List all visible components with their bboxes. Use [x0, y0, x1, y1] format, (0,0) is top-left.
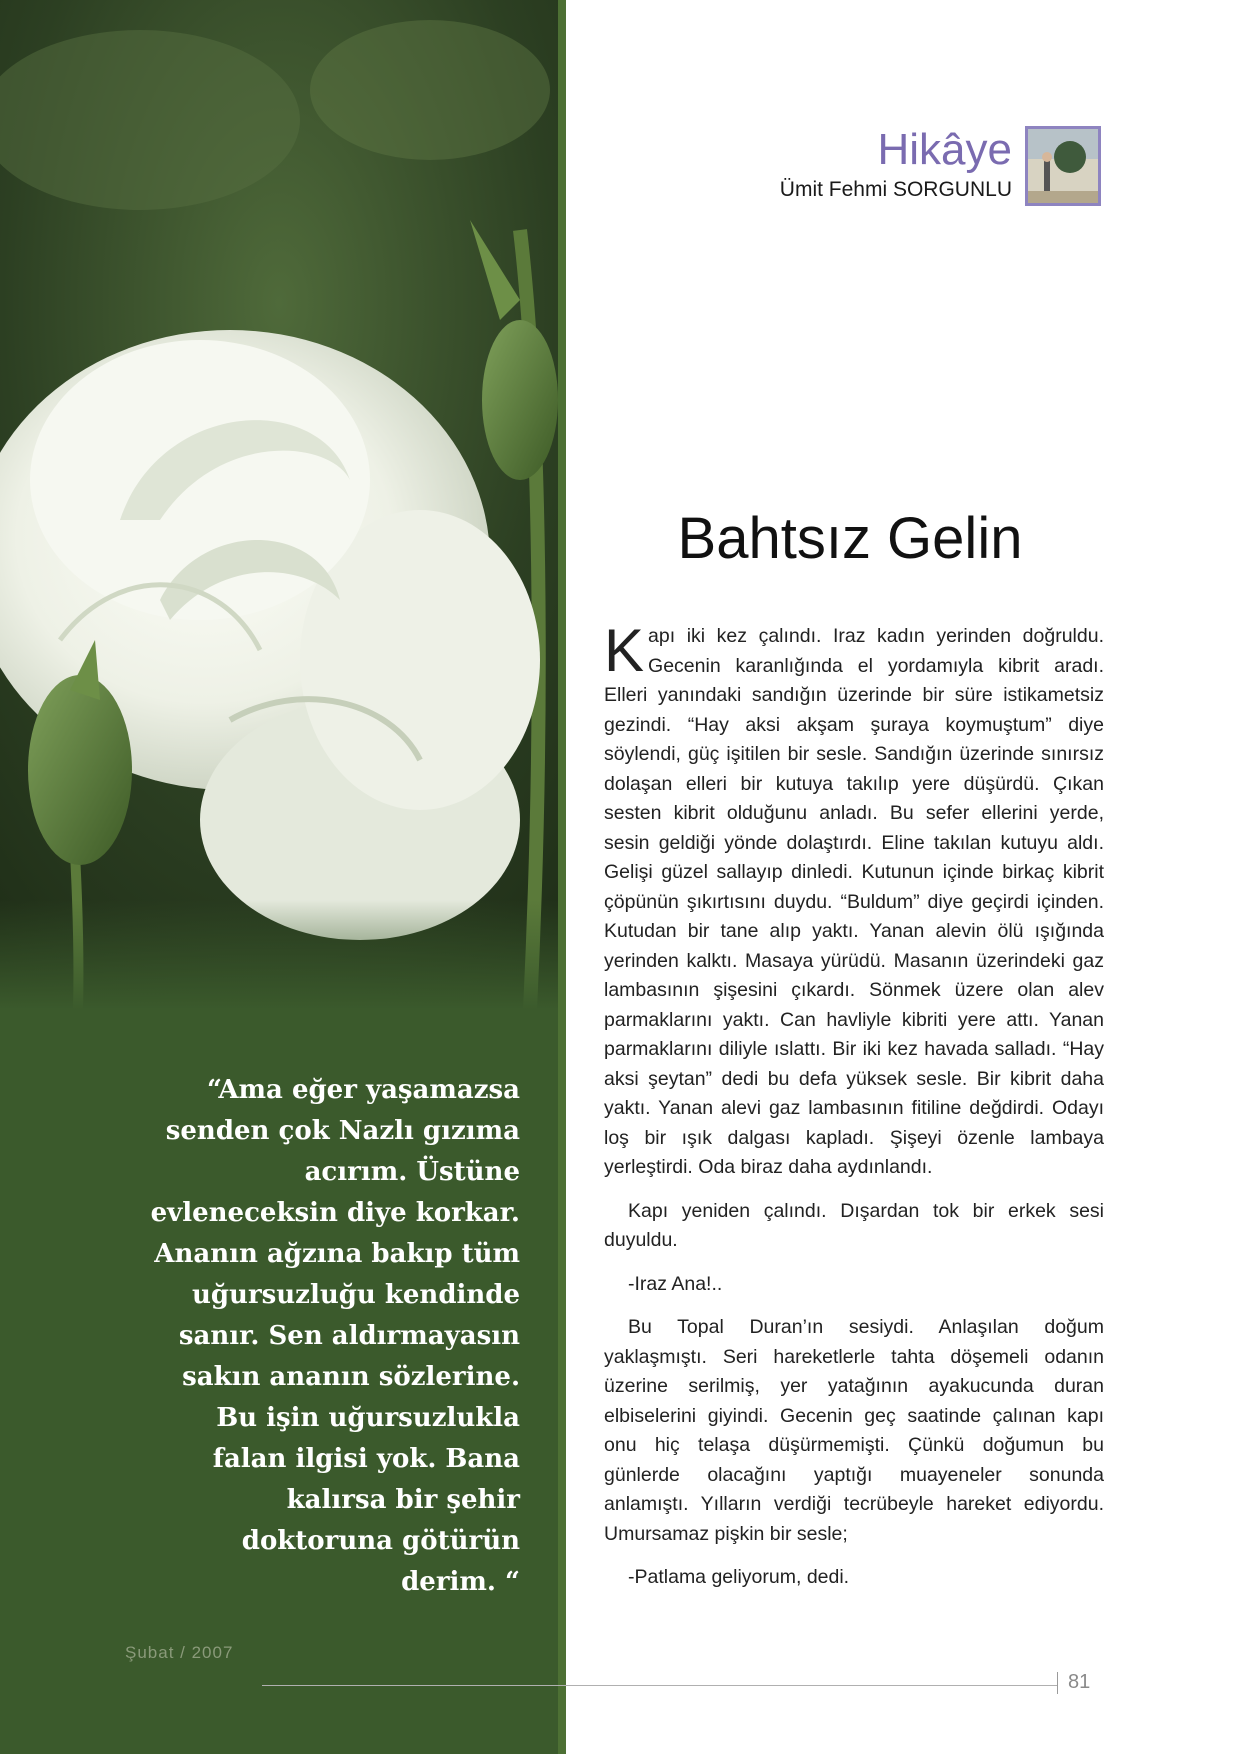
- section-title: Hikâye: [877, 125, 1012, 174]
- pull-quote: “Ama eğer yaşamazsa senden çok Nazlı gızıma acırım. Üstüne evleneceksin diye korkar. Ananın ağzına bakıp tüm uğursuzluğu kendinde sanır. Sen aldırmayasın sakın ananın sözlerine. Bu işin uğursuzlukla falan ilgisi yok. Bana kalırsa bir şehir doktoruna götürün derim. “: [150, 1075, 520, 1597]
- story-body: [604, 617, 1104, 1607]
- footer-rule: [262, 1685, 1057, 1686]
- white-rose-photo: [0, 0, 558, 1010]
- issue-date: Şubat / 2007: [125, 1643, 234, 1662]
- page-number: 81: [1068, 1671, 1091, 1693]
- paragraph-text: apı iki kez çalındı. Iraz kadın yerinden doğruldu. Gecenin karanlığında el yordamıyla kibrit aradı. Elleri yanındaki sandığın üzerinde bir süre istikametsiz gezindi. “Hay aksi akşam şuraya koymuştum” diye söylendi, güç işitilen bir sesle. Sandığın üzerinde sınırsız dolaşan elleri bir kutuya takılıp yere düşürdü. Çıkan sesten kibrit olduğunu anladı. Bu sefer ellerini yerde, sesin geldiği yönde dolaştırdı. Eline takılan kutuyu aldı. Gelişi güzel sallayıp dinledi. Kutunun içinde birkaç kibrit çöpünün şıkırtısını duydu. “Buldum” diye geçirdi içinden. Kutudan bir tane alıp yaktı. Yanan alevin ölü ışığında yerinden kalktı. Masaya yürüdü. Masanın üzerindeki gaz lambasının şişesini çıkardı. Sönmek üzere olan alev parmaklarını yaktı. Can havliyle kibriti yere attı. Yanan parmaklarını diliyle ıslattı. Bir iki kez havada salladı. “Hay aksi şeytan” dedi bu defa yüksek sesle. Bir kibrit daha yaktı. Yanan alevi gaz lambasının fitiline değdirdi. Odayı loş bir ışık dalgası kapladı. Şişeyi özenle lambaya yerleştirdi. Oda biraz daha aydınlandı.: [604, 625, 1104, 1178]
- story-paragraph: Kapı yeniden çalındı. Dışardan tok bir erkek sesi duyuldu.: [604, 1199, 1104, 1251]
- author-photo: [1025, 126, 1101, 206]
- story-paragraph: -Iraz Ana!..: [628, 1272, 723, 1295]
- author-name: Ümit Fehmi SORGUNLU: [779, 178, 1012, 201]
- left-panel: [0, 0, 558, 1754]
- footer-tick: [1057, 1672, 1058, 1694]
- author-portrait-icon: [1028, 129, 1098, 203]
- panel-border: [558, 0, 566, 1754]
- drop-cap: K: [604, 617, 645, 684]
- story-paragraph: Bu Topal Duran’ın sesiydi. Anlaşılan doğum yaklaşmıştı. Seri hareketlerle tahta döşemeli odanın üzerine serilmiş, yer yatağının ayakucunda duran elbiselerini giyindi. Gecenin geç saatinde çalınan kapı onu hiç telaşa düşürmemişti. Çünkü doğumun bu günlerde olacağını yaptığı muayeneler sonunda anlamıştı. Yılların verdiği tecrübeyle hareket ediyordu. Umursamaz pişkin bir sesle;: [604, 1316, 1104, 1545]
- story-paragraph: -Patlama geliyorum, dedi.: [628, 1566, 850, 1588]
- story-title: Bahtsız Gelin: [677, 506, 1023, 571]
- story-paragraph: [604, 617, 1104, 1183]
